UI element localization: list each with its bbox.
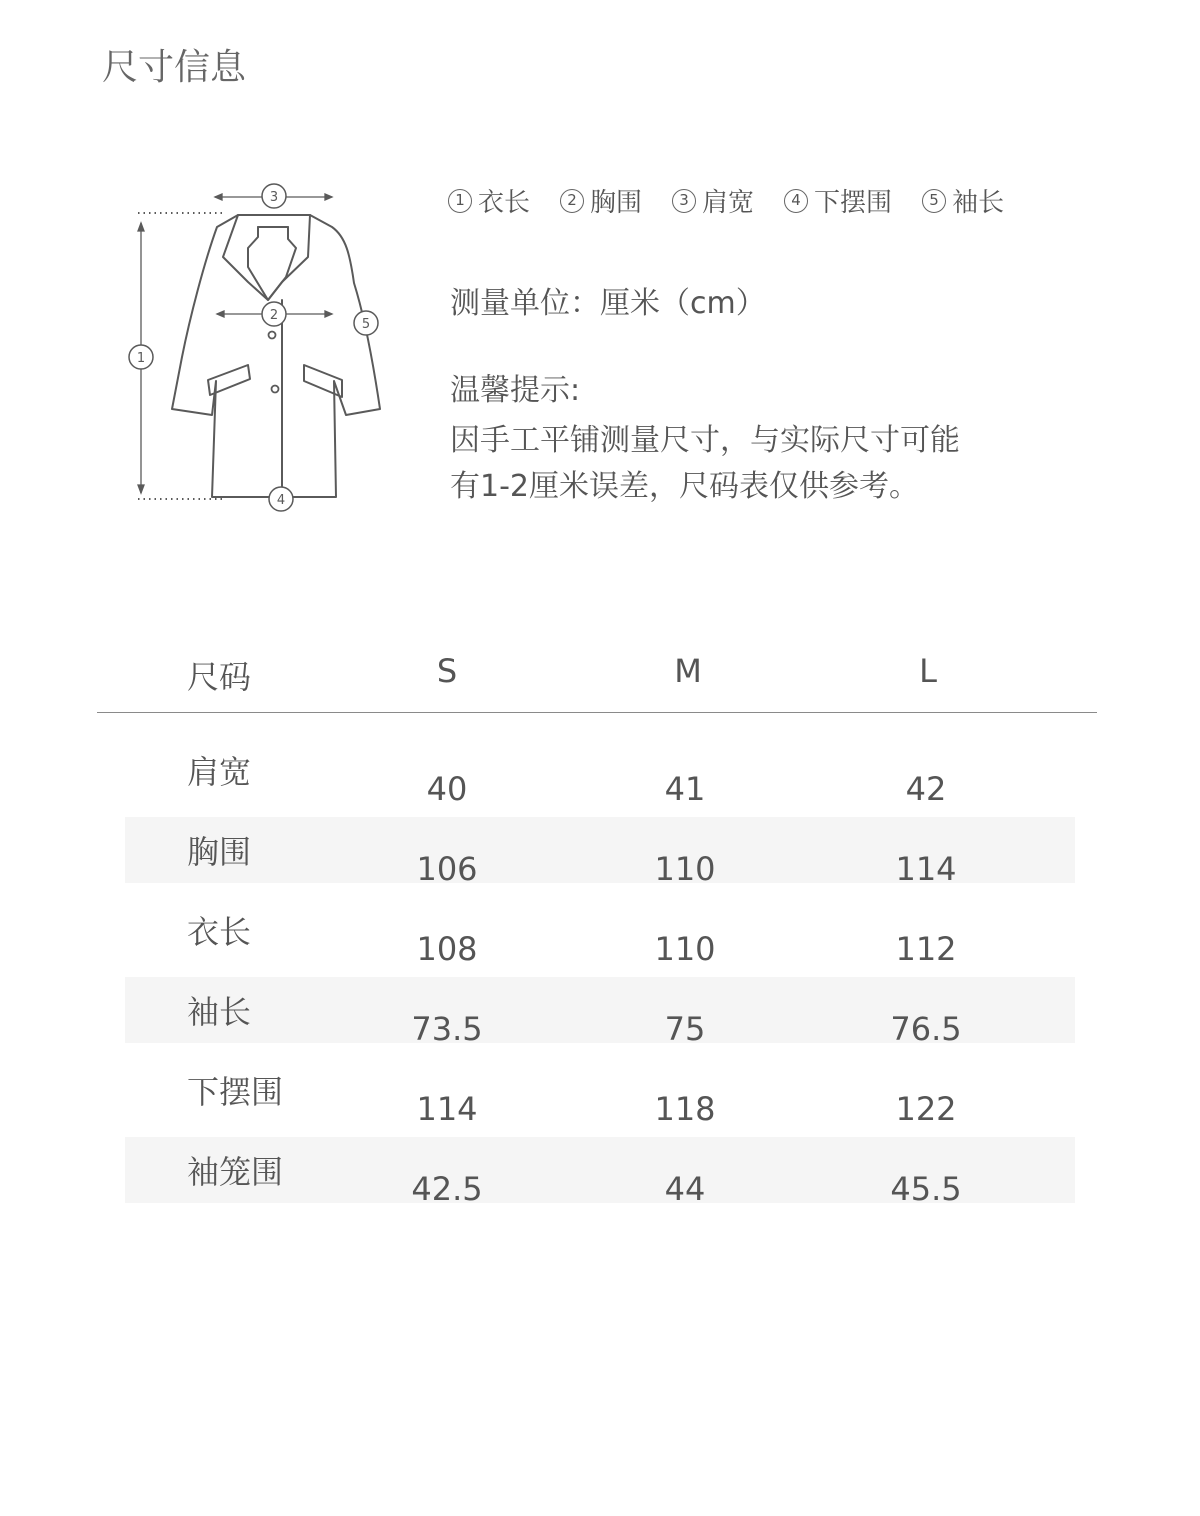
table-row: 肩宽 40 41 42 (187, 753, 947, 808)
table-header: 尺码 S M L (97, 640, 1097, 713)
legend-label: 下摆围 (814, 188, 893, 218)
legend-item-chest (560, 182, 642, 219)
tip-body (450, 418, 1090, 510)
marker-2: 2 (269, 308, 279, 323)
legend-label: 袖长 (952, 188, 1005, 218)
table-row: 袖长 73.5 75 76.5 (125, 977, 1075, 1043)
page-title: 尺寸信息 (102, 47, 247, 88)
marker-4: 4 (276, 493, 286, 508)
table-row: 袖笼围 42.5 44 45.5 (125, 1137, 1075, 1203)
header-size-label: 尺码 (187, 658, 252, 696)
legend-label: 肩宽 (702, 188, 755, 218)
coat-diagram (120, 175, 400, 520)
legend-number: 5 (922, 189, 946, 213)
marker-3: 3 (269, 190, 279, 205)
measurement-unit: 测量单位：厘米（cm） (450, 286, 766, 321)
tip-line: 有1-2厘米误差，尺码表仅供参考。 (450, 469, 919, 504)
marker-1: 1 (136, 351, 146, 366)
legend-item-shoulder (672, 182, 754, 219)
table-row: 衣长 108 110 112 (187, 913, 957, 968)
tip-title: 温馨提示: (450, 373, 581, 408)
legend-number: 3 (672, 189, 696, 213)
legend-number: 4 (784, 189, 808, 213)
legend-item-hem (784, 182, 892, 219)
legend-item-sleeve (922, 182, 1004, 219)
table-row: 胸围 106 110 114 (125, 817, 1075, 883)
marker-5: 5 (361, 317, 371, 332)
size-table (97, 640, 1097, 1208)
coat-outline-icon (172, 215, 380, 497)
legend-item-length (448, 182, 530, 219)
legend-label: 胸围 (590, 188, 643, 218)
legend-label: 衣长 (478, 188, 531, 218)
legend-number: 1 (448, 189, 472, 213)
table-row: 下摆围 114 118 122 (187, 1073, 957, 1128)
legend-number: 2 (560, 189, 584, 213)
tip-line: 因手工平铺测量尺寸，与实际尺寸可能 (450, 423, 960, 458)
measurement-legend (448, 182, 1004, 219)
